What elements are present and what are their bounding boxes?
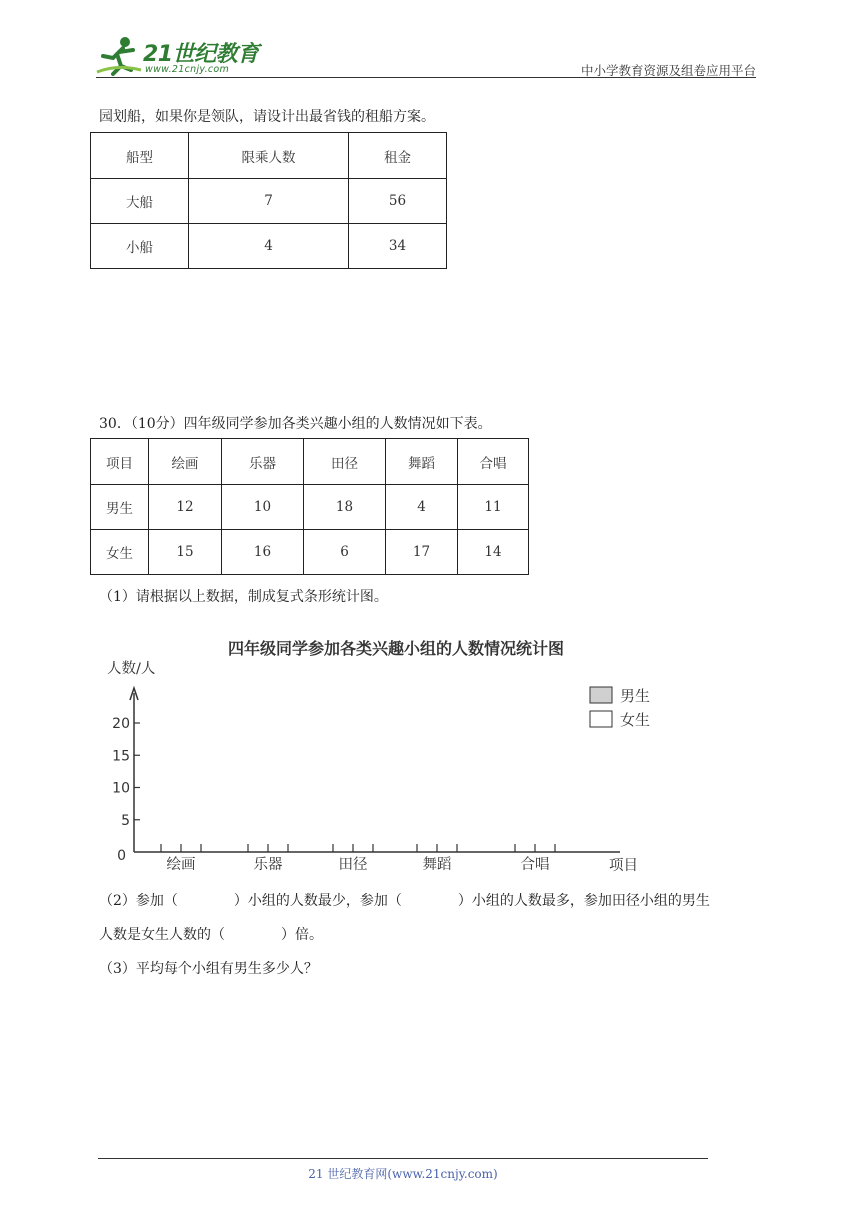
platform-name: 中小学教育资源及组卷应用平台 <box>580 63 756 78</box>
table-row <box>91 224 447 269</box>
q30-part2-line1: （2）参加（ ）小组的人数最少，参加（ ）小组的人数最多，参加田径小组的男生 <box>99 893 710 909</box>
x-categories <box>161 844 555 873</box>
table-header-cell: 舞蹈 <box>386 439 458 485</box>
y-tick-label: 10 <box>112 780 130 797</box>
q30-part2-line2: 人数是女生人数的（ ）倍。 <box>99 927 323 943</box>
table-row <box>91 133 447 179</box>
table-cell: 16 <box>222 530 304 575</box>
footer-text: 21 世纪教育网(www.21cnjy.com) <box>308 1167 498 1181</box>
table-cell: 15 <box>149 530 222 575</box>
table-cell: 34 <box>349 224 447 269</box>
header-divider <box>96 77 756 78</box>
q30-part1: （1）请根据以上数据，制成复式条形统计图。 <box>99 589 388 605</box>
y-tick-label: 15 <box>112 748 130 765</box>
table-header-cell: 船型 <box>91 133 189 179</box>
footer-divider <box>98 1158 708 1159</box>
table-header-cell: 限乘人数 <box>189 133 349 179</box>
chart-y-axis-label: 人数/人 <box>107 661 156 677</box>
bar-chart <box>0 630 860 880</box>
y-ticks <box>112 716 140 864</box>
runner-logo-icon <box>95 34 143 78</box>
chart-x-axis-label: 项目 <box>609 858 638 874</box>
legend-swatch <box>590 711 612 727</box>
site-logo <box>95 34 265 78</box>
q30-part3: （3）平均每个小组有男生多少人？ <box>99 961 318 977</box>
x-category-label: 田径 <box>338 857 368 873</box>
table-cell: 10 <box>222 485 304 530</box>
y-tick-label: 0 <box>117 848 126 864</box>
q30-title: 30．（10分）四年级同学参加各类兴趣小组的人数情况如下表。 <box>99 416 492 432</box>
table-cell: 56 <box>349 179 447 224</box>
table-header-cell: 乐器 <box>222 439 304 485</box>
boat-table <box>90 132 447 269</box>
table-row <box>91 485 529 530</box>
table-cell: 女生 <box>91 530 149 575</box>
table-cell: 11 <box>458 485 529 530</box>
table-header-cell: 合唱 <box>458 439 529 485</box>
table-cell: 小船 <box>91 224 189 269</box>
table-cell: 4 <box>386 485 458 530</box>
legend-label: 男生 <box>620 687 651 705</box>
x-category-label: 舞蹈 <box>422 857 452 873</box>
legend-label: 女生 <box>620 711 651 729</box>
table-header-cell: 田径 <box>304 439 386 485</box>
y-tick-label: 5 <box>121 812 130 829</box>
table-cell: 大船 <box>91 179 189 224</box>
x-category-label: 合唱 <box>520 857 550 873</box>
table-row <box>91 530 529 575</box>
logo-text: 21世纪教育 <box>143 42 259 67</box>
interest-group-table <box>90 438 529 575</box>
legend-swatch <box>590 687 612 703</box>
table-header-cell: 租金 <box>349 133 447 179</box>
chart-legend <box>590 687 650 729</box>
table-row <box>91 439 529 485</box>
y-tick-label: 20 <box>112 716 130 732</box>
table-cell: 7 <box>189 179 349 224</box>
table-cell: 6 <box>304 530 386 575</box>
q29-continuation: 园划船，如果你是领队，请设计出最省钱的租船方案。 <box>99 109 435 125</box>
table-cell: 4 <box>189 224 349 269</box>
chart-title: 四年级同学参加各类兴趣小组的人数情况统计图 <box>227 639 565 658</box>
table-cell: 18 <box>304 485 386 530</box>
table-row <box>91 179 447 224</box>
table-cell: 14 <box>458 530 529 575</box>
table-cell: 17 <box>386 530 458 575</box>
x-category-label: 绘画 <box>166 857 196 873</box>
table-cell: 12 <box>149 485 222 530</box>
table-header-cell: 项目 <box>91 439 149 485</box>
table-header-cell: 绘画 <box>149 439 222 485</box>
x-category-label: 乐器 <box>253 857 283 873</box>
table-cell: 男生 <box>91 485 149 530</box>
logo-url: www.21cnjy.com <box>145 64 230 75</box>
